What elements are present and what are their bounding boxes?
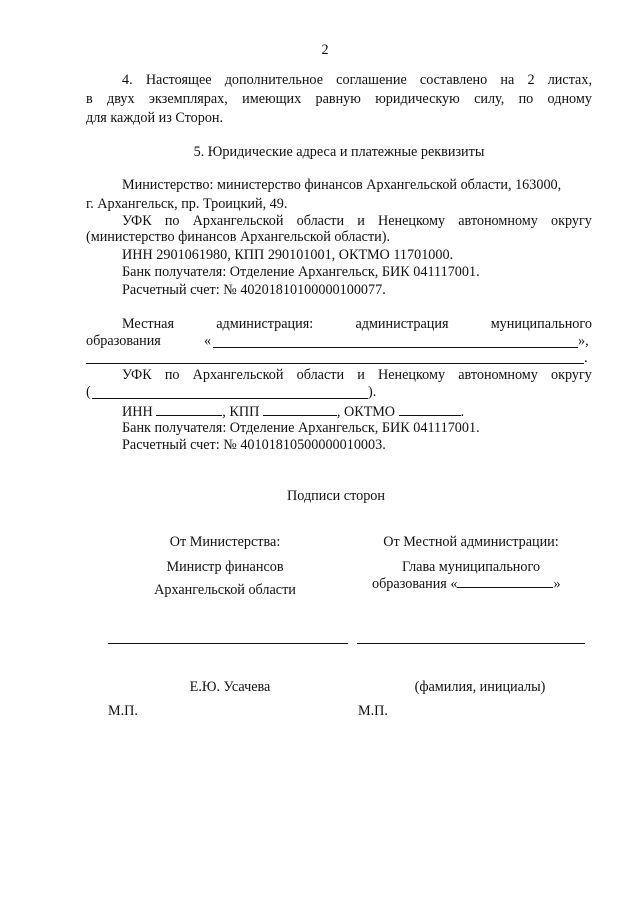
local-line2-close-quote: », — [578, 333, 589, 349]
ministry-line4: (министерство финансов Архангельской области). — [86, 229, 391, 245]
local-line3-end: . — [584, 350, 588, 366]
local-line2-open-quote: « — [204, 333, 212, 349]
ministry-signatory-name: Е.Ю. Усачева — [189, 679, 271, 695]
ministry-signatory-position-2: Архангельской области — [154, 582, 296, 598]
ministry-signatory-position-1: Министр финансов — [166, 559, 284, 575]
ministry-signatory-title: От Министерства: — [169, 534, 281, 550]
ministry-line7: Расчетный счет: № 40201810100000100077. — [122, 282, 386, 298]
ministry-line3: УФК по Архангельской области и Ненецкому автономному округу — [122, 213, 592, 229]
local-signatory-position-2: образования « » — [372, 576, 561, 592]
inn-blank — [156, 402, 222, 416]
local-line7: Банк получателя: Отделение Архангельск, БИК 041117001. — [122, 420, 480, 436]
section4-line3: для каждой из Сторон. — [86, 110, 224, 126]
ministry-signature-line — [108, 643, 348, 644]
local-signatory-name: (фамилия, инициалы) — [414, 679, 546, 695]
local-signatory-title: От Местной администрации: — [383, 534, 559, 550]
local-signatory-position-1: Глава муниципального — [401, 559, 541, 575]
municipality-name-blank — [213, 347, 578, 348]
local-line4: УФК по Архангельской области и Ненецкому автономному округу — [122, 367, 592, 383]
ministry-line6: Банк получателя: Отделение Архангельск, БИК 041117001. — [122, 264, 480, 280]
section5-heading: 5. Юридические адреса и платежные реквизиты — [193, 144, 485, 160]
local-stamp-placeholder: М.П. — [358, 703, 388, 719]
municipality-short-blank — [457, 574, 553, 588]
local-line2-label: образования — [86, 333, 161, 349]
page-number: 2 — [321, 42, 329, 58]
oktmo-blank — [399, 402, 461, 416]
local-line8: Расчетный счет: № 40101810500000010003. — [122, 437, 386, 453]
ministry-line1: Министерство: министерство финансов Архангельской области, 163000, — [122, 177, 562, 193]
local-line6: ИНН , КПП , ОКТМО . — [122, 404, 465, 420]
signatures-heading: Подписи сторон — [287, 488, 385, 504]
local-line5-close: ). — [368, 384, 377, 400]
administration-name-blank — [92, 398, 368, 399]
ministry-stamp-placeholder: М.П. — [108, 703, 138, 719]
section4-line1: 4. Настоящее дополнительное соглашение составлено на 2 листах, — [122, 72, 592, 88]
local-line1: Местная администрация: администрация муниципального — [122, 316, 592, 332]
local-line5-open: ( — [86, 384, 91, 400]
address-blank-line — [86, 363, 584, 364]
ministry-line5: ИНН 2901061980, КПП 290101001, ОКТМО 11701000. — [122, 247, 454, 263]
kpp-blank — [263, 402, 337, 416]
ministry-line2: г. Архангельск, пр. Троицкий, 49. — [86, 196, 288, 212]
section4-line2: в двух экземплярах, имеющих равную юридическую силу, по одному — [86, 91, 592, 107]
local-signature-line — [357, 643, 585, 644]
